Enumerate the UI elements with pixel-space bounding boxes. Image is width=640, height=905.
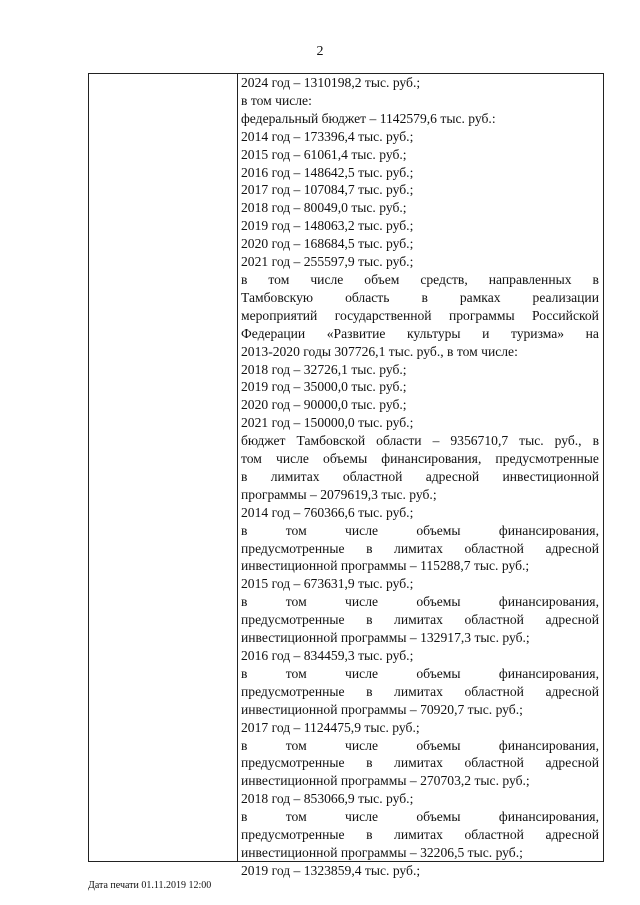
text-line: 2019 год – 35000,0 тыс. руб.; <box>241 379 407 395</box>
print-date: Дата печати 01.11.2019 12:00 <box>88 880 212 891</box>
text-line: 2014 год – 760366,6 тыс. руб.; <box>241 504 414 520</box>
text-word: предусмотренные <box>495 451 599 467</box>
text-line: инвестиционной программы – 270703,2 тыс. руб.; <box>241 773 530 789</box>
text-word: «Развитие <box>326 325 386 341</box>
text-line <box>241 468 599 486</box>
text-word: том <box>285 737 307 753</box>
text-word: объемы <box>416 594 461 610</box>
text-line <box>241 450 599 468</box>
text-word: объемы <box>323 451 368 467</box>
text-line: инвестиционной программы – 132917,3 тыс. руб.; <box>241 630 530 646</box>
text-word: объем <box>364 271 400 287</box>
text-word: адресной <box>545 755 599 771</box>
text-word: инвестиционной <box>502 468 599 484</box>
text-word: в <box>366 755 373 771</box>
text-word: в <box>241 737 248 753</box>
text-word: предусмотренные <box>241 612 345 628</box>
text-word: областной <box>464 827 524 843</box>
text-line <box>241 754 599 772</box>
text-word: числе <box>345 737 379 753</box>
text-line: 2018 год – 853066,9 тыс. руб.; <box>241 791 414 807</box>
text-word: адресной <box>425 468 480 484</box>
text-word: тыс. <box>519 433 544 449</box>
text-word: и <box>482 325 490 341</box>
text-word: области <box>376 433 422 449</box>
text-word: областной <box>464 540 524 556</box>
text-line: 2021 год – 255597,9 тыс. руб.; <box>241 254 414 270</box>
text-line <box>241 432 599 450</box>
text-line <box>241 307 599 325</box>
text-word: числе <box>345 594 379 610</box>
text-word: объемы <box>416 809 461 825</box>
text-word: адресной <box>545 683 599 699</box>
text-word: в <box>366 612 373 628</box>
text-word: том <box>285 809 307 825</box>
text-word: областной <box>342 468 403 484</box>
text-line: инвестиционной программы – 115288,7 тыс. руб.; <box>241 558 530 574</box>
text-word: объемы <box>416 522 461 538</box>
text-word: финансирования, <box>498 737 599 753</box>
text-word: в <box>366 827 373 843</box>
text-word: 9356710,7 <box>450 433 509 449</box>
text-word: рамках <box>459 289 501 305</box>
text-word: туризма» <box>510 325 565 341</box>
text-word: адресной <box>545 827 599 843</box>
text-line: 2018 год – 32726,1 тыс. руб.; <box>241 361 407 377</box>
text-word: финансирования, <box>498 594 599 610</box>
text-word: числе <box>275 451 309 467</box>
text-word: на <box>585 325 599 341</box>
text-line: 2020 год – 168684,5 тыс. руб.; <box>241 236 414 252</box>
text-word: лимитах <box>394 540 443 556</box>
text-word: в <box>592 433 599 449</box>
text-line <box>241 683 599 701</box>
text-word: государственной <box>334 307 432 323</box>
text-line: 2017 год – 1124475,9 тыс. руб.; <box>241 719 420 735</box>
text-line <box>241 737 599 755</box>
table-left-column <box>89 74 238 861</box>
text-line: 2018 год – 80049,0 тыс. руб.; <box>241 200 407 216</box>
text-word: – <box>432 433 440 449</box>
text-line: 2019 год – 1323859,4 тыс. руб.; <box>241 862 421 878</box>
text-word: областной <box>464 683 524 699</box>
text-line <box>241 593 599 611</box>
text-line <box>241 271 599 289</box>
text-word: культуры <box>407 325 461 341</box>
page-number: 2 <box>316 44 324 59</box>
text-word: лимитах <box>394 755 443 771</box>
text-word: адресной <box>545 540 599 556</box>
text-word: лимитах <box>394 612 443 628</box>
text-line <box>241 540 599 558</box>
text-word: том <box>241 451 262 467</box>
text-word: числе <box>345 522 379 538</box>
text-line: 2021 год – 150000,0 тыс. руб.; <box>241 415 414 431</box>
text-word: Тамбовской <box>296 433 366 449</box>
text-word: том <box>285 665 307 681</box>
text-line: инвестиционной программы – 32206,5 тыс. руб.; <box>241 844 523 860</box>
text-word: лимитах <box>394 683 443 699</box>
text-word: в <box>241 594 248 610</box>
text-word: в <box>241 809 248 825</box>
text-line: 2017 год – 107084,7 тыс. руб.; <box>241 182 414 198</box>
text-word: в <box>592 271 599 287</box>
table-right-column <box>238 74 603 878</box>
text-word: руб., <box>554 433 582 449</box>
text-word: числе <box>310 271 344 287</box>
text-line <box>241 665 599 683</box>
text-word: предусмотренные <box>241 683 345 699</box>
text-word: область <box>345 289 390 305</box>
text-line: 2015 год – 61061,4 тыс. руб.; <box>241 146 407 162</box>
text-word: в <box>241 665 248 681</box>
text-word: средств, <box>420 271 468 287</box>
document-table <box>88 73 604 878</box>
text-word: Российской <box>531 307 599 323</box>
text-word: предусмотренные <box>241 540 345 556</box>
text-word: в <box>241 271 248 287</box>
text-word: числе <box>345 665 379 681</box>
text-line <box>241 611 599 629</box>
text-word: финансирования, <box>498 665 599 681</box>
text-word: в <box>421 289 428 305</box>
text-word: финансирования, <box>381 451 482 467</box>
text-word: том <box>268 271 290 287</box>
text-line: 2014 год – 173396,4 тыс. руб.; <box>241 128 414 144</box>
text-line <box>241 826 599 844</box>
text-word: направленных <box>488 271 572 287</box>
text-word: в <box>241 468 248 484</box>
text-word: адресной <box>545 612 599 628</box>
text-line: 2020 год – 90000,0 тыс. руб.; <box>241 397 407 413</box>
text-line <box>241 325 599 343</box>
text-word: том <box>285 522 307 538</box>
text-word: Федерации <box>241 325 306 341</box>
text-word: финансирования, <box>498 522 599 538</box>
text-line <box>241 289 599 307</box>
text-line: 2016 год – 148642,5 тыс. руб.; <box>241 164 414 180</box>
text-line: 2019 год – 148063,2 тыс. руб.; <box>241 218 414 234</box>
text-line: программы – 2079619,3 тыс. руб.; <box>241 486 437 502</box>
text-word: в <box>241 522 248 538</box>
text-word: предусмотренные <box>241 755 345 771</box>
text-line: 2013-2020 годы 307726,1 тыс. руб., в том числе: <box>241 343 518 359</box>
text-line: 2015 год – 673631,9 тыс. руб.; <box>241 576 414 592</box>
text-word: том <box>285 594 307 610</box>
text-word: Тамбовскую <box>241 289 314 305</box>
text-line: 2016 год – 834459,3 тыс. руб.; <box>241 648 414 663</box>
text-word: областной <box>464 612 524 628</box>
text-word: областной <box>464 755 524 771</box>
text-word: лимитах <box>394 827 443 843</box>
text-word: мероприятий <box>241 307 318 323</box>
text-word: лимитах <box>270 468 320 484</box>
text-word: бюджет <box>241 433 286 449</box>
text-line: инвестиционной программы – 70920,7 тыс. руб.; <box>241 701 523 717</box>
text-word: в <box>366 683 373 699</box>
text-line: 2024 год – 1310198,2 тыс. руб.; <box>241 75 421 90</box>
text-word: объемы <box>416 665 461 681</box>
text-word: программы <box>448 307 515 323</box>
text-word: объемы <box>416 737 461 753</box>
text-line: федеральный бюджет – 1142579,6 тыс. руб.: <box>241 110 496 126</box>
text-line: в том числе: <box>241 92 312 108</box>
text-word: в <box>366 540 373 556</box>
text-word: числе <box>345 809 379 825</box>
text-line <box>241 808 599 826</box>
text-word: реализации <box>532 289 599 305</box>
text-word: предусмотренные <box>241 827 345 843</box>
text-line <box>241 522 599 540</box>
text-word: финансирования, <box>498 809 599 825</box>
